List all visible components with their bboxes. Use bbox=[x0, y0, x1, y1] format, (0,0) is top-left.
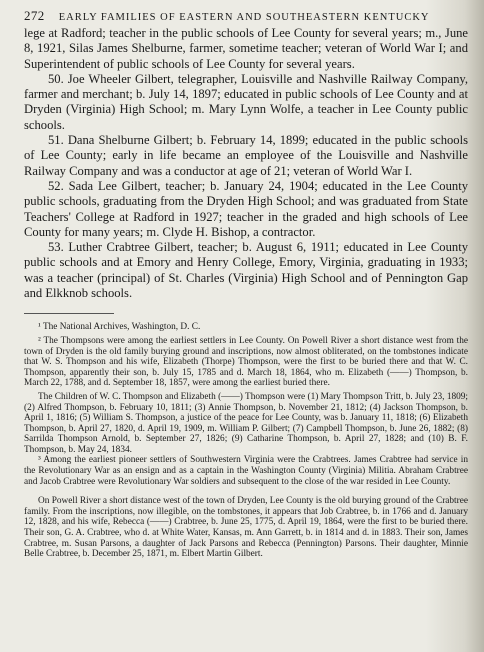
footnote-2-children: The Children of W. C. Thompson and Elizabeth (——) Thompson were (1) Mary Thompson Tritt, b. July 23, 1809; (2) Alfred Thompson, b. February 10, 1811; (3) Annie Thompson, b. November 21, 1812; (4) Jackson Thompson, b. April 1, 1816; (5) William S. Thompson, a justice of the peace for Lee County, was b. January 11, 1818; (6) Elizabeth Thompson, b. April 27, 1820, d. April 19, 1909, m. William P. Gilbert; (7) Campbell Thompson, b. June 26, 1882; (8) Sarrilda Thompson Arnold, b. September 27, 1826; (9) Catharine Thompson, b. April 27, 1828; and (10) B. F. Thompson, b. May 24, 1834. bbox=[24, 391, 468, 455]
page-header bbox=[24, 8, 468, 24]
page-number: 272 bbox=[24, 8, 45, 23]
main-text bbox=[24, 26, 468, 301]
entry-51: 51. Dana Shelburne Gilbert; b. February 14, 1899; educated in the public schools of Lee County; early in life became an employee of the Louisville and Nashville Railway Company and was a conductor at age of 21; veteran of World War I. bbox=[24, 133, 468, 178]
footnote-3-continued: On Powell River a short distance west of the town of Dryden, Lee County is the old burying ground of the Crabtree family. From the inscriptions, now illegible, on the tombstones, it appears that Job Crabtree, b. in 1766 and d. January 12, 1828, and his wife, Rebecca (——) Crabtree, b. June 25, 1775, d. April 19, 1864, were the first to be buried there. Their son, G. A. Crabtree, who d. at White Water, Kansas, m. Ann Garrett, b. in 1814 and d. in 1883. Their son, James Crabtree, m. Susan Parsons, a daughter of Jack Parsons and Rebecca (Pennington) Parsons. Their daughter, Minnie Belle Crabtree, b. December 25, 1871, m. Elbert Martin Gilbert. bbox=[24, 496, 468, 560]
footnotes bbox=[24, 322, 468, 559]
entry-50: 50. Joe Wheeler Gilbert, telegrapher, Louisville and Nashville Railway Company, farmer and merchant; b. July 14, 1897; educated in public schools of Lee County and at Dryden (Virginia) High School; m. Mary Lynn Wolfe, a teacher in Lee County public schools. bbox=[24, 71, 468, 132]
footnote-2: ² The Thompsons were among the earliest settlers in Lee County. On Powell River a short distance west from the town of Dryden is the old family burying ground and inscriptions, now almost obliterated, on the tombstones indicate that W. S. Thompson and his wife, Elizabeth (Thorpe) Thompson, were the first to be buried there and that W. C. Thompson, apparently their son, b. July 15, 1785 and d. March 18, 1864, who m. Elizabeth (——) Thompson, b. March 22, 1788, and d. September 18, 1857, were among the earliest buried there. bbox=[24, 335, 468, 389]
entry-53: 53. Luther Crabtree Gilbert, teacher; b. August 6, 1911; educated in Lee County public schools and at Emory and Henry College, Emory, Virginia, graduating in 1933; was a teacher (principal) of St. Charles (Virginia) High School and of Pennington Gap and Elkknob schools. bbox=[24, 240, 468, 301]
entry-continued: lege at Radford; teacher in the public schools of Lee County for several years; m., June 8, 1921, Silas James Shelburne, farmer, sometime teacher; veteran of World War I; and Superintendent of public schools of Lee County for several years. bbox=[24, 26, 468, 71]
running-head: EARLY FAMILIES OF EASTERN AND SOUTHEASTERN KENTUCKY bbox=[58, 12, 430, 23]
footnote-1: ¹ The National Archives, Washington, D. C. bbox=[38, 322, 201, 333]
entry-52: 52. Sada Lee Gilbert, teacher; b. January 24, 1904; educated in the Lee County public schools, graduating from the Dryden High School; and was graduated from State Teachers' College at Radford in 1927; teacher in the graded and high schools of Lee County for many years; m. Clyde H. Bishop, a contractor. bbox=[24, 178, 468, 239]
footnote-3: ³ Among the earliest pioneer settlers of Southwestern Virginia were the Crabtrees. James Crabtree had service in the Revolutionary War as an ensign and as a captain in the Washington County (Virginia) Militia. Abraham Crabtree and Jacob Crabtree were Revolutionary War soldiers and subsequent to the close of the war resided in Lee County. bbox=[24, 455, 468, 487]
footnote-rule bbox=[24, 313, 114, 314]
